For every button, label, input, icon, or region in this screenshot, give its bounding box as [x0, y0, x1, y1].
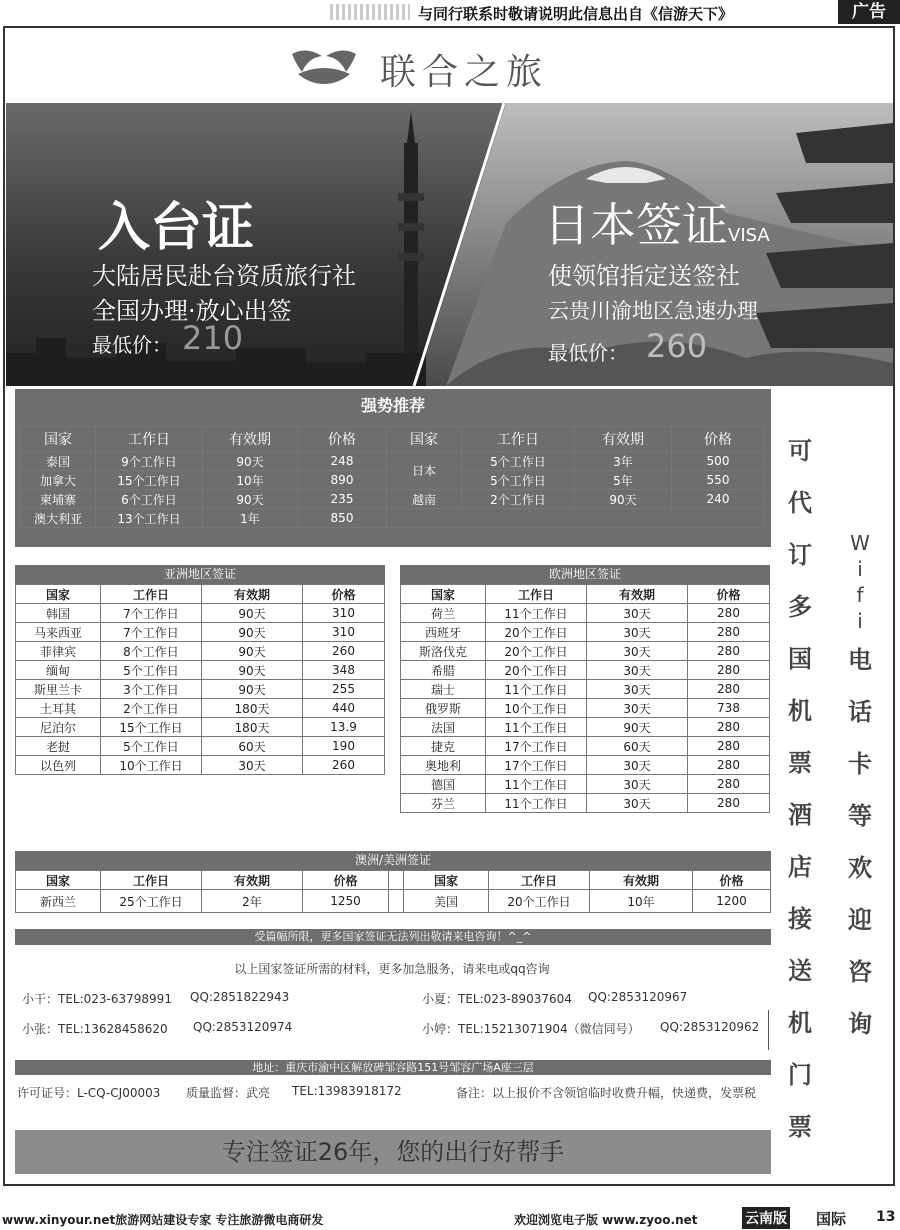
table-cell: 20个工作日: [489, 890, 590, 913]
asia-title: 亚洲地区签证: [15, 565, 385, 584]
edition-tag: 云南版: [742, 1207, 790, 1229]
table-cell: 韩国: [16, 604, 101, 623]
side-char: 代: [788, 489, 812, 517]
brand-name: 联合之旅: [380, 52, 549, 93]
table-row: [16, 661, 385, 680]
japan-visa-title-text: 日本签证: [544, 198, 728, 252]
table-row: [401, 699, 770, 718]
side-char: 咨: [848, 958, 872, 986]
table-cell: 255: [303, 680, 385, 699]
table-cell: 5个工作日: [101, 661, 202, 680]
side-char: 国: [788, 645, 812, 673]
oceania-table: [15, 870, 771, 913]
table-cell: 11个工作日: [486, 775, 587, 794]
header-cell: 工作日: [101, 585, 202, 604]
japan-line-1: 使领馆指定送签社: [548, 262, 740, 290]
side-char: 店: [788, 853, 812, 881]
table-cell: 440: [303, 699, 385, 718]
table-cell: 20个工作日: [486, 623, 587, 642]
header-cell: 价格: [303, 871, 389, 890]
japan-line-2: 云贵川渝地区急速办理: [548, 299, 758, 323]
header-cell: 国家: [21, 427, 96, 452]
table-cell: 加拿大: [21, 471, 96, 490]
table-row: [401, 661, 770, 680]
side-char: 欢: [848, 854, 872, 882]
table-cell: 泰国: [21, 452, 96, 471]
table-cell: 248: [298, 452, 387, 471]
table-cell: 荷兰: [401, 604, 486, 623]
top-strip: [0, 0, 900, 24]
table-cell: 5个工作日: [462, 471, 575, 490]
table-cell: 1年: [203, 509, 298, 528]
table-cell: 60天: [587, 737, 688, 756]
side-char: 酒: [788, 801, 812, 829]
table-cell: 90天: [202, 604, 303, 623]
table-row: [401, 794, 770, 813]
header-cell: 工作日: [96, 427, 203, 452]
table-cell: 30天: [587, 661, 688, 680]
table-cell: 17个工作日: [486, 756, 587, 775]
table-cell: 老挝: [16, 737, 101, 756]
ad-tag: 广告: [838, 0, 900, 24]
side-char: 门: [788, 1061, 812, 1089]
table-cell: 890: [298, 471, 387, 490]
table-row: [16, 699, 385, 718]
table-cell: 西班牙: [401, 623, 486, 642]
table-cell: 10年: [590, 890, 693, 913]
table-row: [16, 890, 771, 913]
taiwan-price-label: 最低价：: [92, 333, 172, 357]
table-row: [16, 680, 385, 699]
japan-visa-suffix: VISA: [728, 225, 770, 246]
side-char: 迎: [848, 906, 872, 934]
table-row: [16, 623, 385, 642]
contact-3-qq: QQ:2853120974: [193, 1020, 293, 1034]
table-cell: 15个工作日: [101, 718, 202, 737]
table-cell: 30天: [587, 756, 688, 775]
table-cell: 斯里兰卡: [16, 680, 101, 699]
table-cell: 13个工作日: [96, 509, 203, 528]
header-cell: 价格: [303, 585, 385, 604]
table-cell: 6个工作日: [96, 490, 203, 509]
table-cell: 2个工作日: [101, 699, 202, 718]
table-cell: 日本: [387, 452, 462, 490]
table-cell: 20个工作日: [486, 661, 587, 680]
table-cell: 348: [303, 661, 385, 680]
table-cell: 30天: [587, 642, 688, 661]
table-cell: 3个工作日: [101, 680, 202, 699]
side-column-wifi: [840, 530, 888, 1050]
side-char: 票: [788, 1113, 812, 1141]
contact-3-tel: 小张：TEL:13628458620: [22, 1022, 168, 1036]
side-char: f: [856, 583, 864, 607]
table-cell: 5个工作日: [462, 452, 575, 471]
slogan-text: 专注签证26年，您的出行好帮手: [221, 1138, 565, 1166]
table-cell: 11个工作日: [486, 604, 587, 623]
table-cell-empty: [387, 509, 765, 528]
table-cell: 20个工作日: [486, 642, 587, 661]
footer-left-text: www.xinyour.net旅游网站建设专家 专注旅游微电商研发: [2, 1213, 324, 1227]
side-char: 可: [788, 437, 812, 465]
header-cell: 国家: [16, 871, 101, 890]
table-cell: 180天: [202, 718, 303, 737]
table-cell: 土耳其: [16, 699, 101, 718]
slogan-bar: [15, 1130, 771, 1174]
table-cell: 芬兰: [401, 794, 486, 813]
table-cell: 30天: [587, 680, 688, 699]
table-cell: 以色列: [16, 756, 101, 775]
header-cell: 价格: [672, 427, 765, 452]
table-cell: 7个工作日: [101, 604, 202, 623]
table-cell: 30天: [587, 794, 688, 813]
table-cell: 11个工作日: [486, 794, 587, 813]
featured-title: 强势推荐: [360, 396, 425, 415]
side-char: 机: [788, 1009, 812, 1037]
table-cell: 30天: [587, 604, 688, 623]
price-remark: 备注：以上报价不含领馆临时收费升幅，快递费，发票税: [456, 1086, 757, 1100]
side-char: 询: [848, 1010, 872, 1038]
side-char: i: [857, 609, 863, 633]
table-row: [16, 737, 385, 756]
table-row: [16, 642, 385, 661]
table-header-row: [16, 871, 771, 890]
table-cell: 90天: [203, 452, 298, 471]
table-cell: 菲律宾: [16, 642, 101, 661]
header-cell: 有效期: [575, 427, 672, 452]
table-cell: 斯洛伐克: [401, 642, 486, 661]
table-cell: 2年: [202, 890, 303, 913]
table-cell: 9个工作日: [96, 452, 203, 471]
quality-supervisor: 质量监督：武亮: [186, 1086, 271, 1100]
table-cell: 260: [303, 756, 385, 775]
table-row: [401, 775, 770, 794]
table-row: [16, 604, 385, 623]
header-cell: 有效期: [203, 427, 298, 452]
table-cell: 捷克: [401, 737, 486, 756]
header-cell: 有效期: [590, 871, 693, 890]
table-cell: 5个工作日: [101, 737, 202, 756]
table-cell: 90天: [587, 718, 688, 737]
contact-1-tel: 小干：TEL:023-63798991: [22, 992, 172, 1006]
table-cell: 90天: [202, 623, 303, 642]
header-cell: 价格: [298, 427, 387, 452]
table-row: [401, 737, 770, 756]
divider-line: [768, 1010, 769, 1050]
table-cell: 1250: [303, 890, 389, 913]
table-cell: 280: [688, 718, 770, 737]
table-cell: 13.9: [303, 718, 385, 737]
side-char: 电: [848, 646, 872, 674]
table-row: [401, 680, 770, 699]
table-cell: 11个工作日: [486, 718, 587, 737]
table-header-row: [401, 585, 770, 604]
table-cell: 280: [688, 775, 770, 794]
table-cell: 10个工作日: [486, 699, 587, 718]
table-header-row: [16, 585, 385, 604]
table-cell: 280: [688, 680, 770, 699]
spacer-cell: [389, 890, 404, 913]
supervisor-tel: TEL:13983918172: [292, 1084, 402, 1098]
table-cell: 550: [672, 471, 765, 490]
taiwan-permit-title: 入台证: [98, 198, 255, 258]
table-cell: 15个工作日: [96, 471, 203, 490]
table-cell: 希腊: [401, 661, 486, 680]
contact-1-qq: QQ:2851822943: [190, 990, 290, 1004]
table-cell: 1200: [693, 890, 771, 913]
table-row: [401, 604, 770, 623]
logo-header: [0, 30, 900, 102]
table-row: [401, 642, 770, 661]
side-char: 票: [788, 749, 812, 777]
table-cell: 美国: [404, 890, 489, 913]
materials-note: 以上国家签证所需的材料，更多加急服务，请来电或qq咨询: [234, 962, 550, 976]
table-cell: 德国: [401, 775, 486, 794]
table-row: [401, 756, 770, 775]
table-cell: 90天: [575, 490, 672, 509]
table-cell: 310: [303, 623, 385, 642]
table-cell: 90天: [202, 642, 303, 661]
table-cell: 280: [688, 623, 770, 642]
spacer-cell: [389, 871, 404, 890]
table-cell: 280: [688, 642, 770, 661]
japan-visa-title: [544, 189, 770, 255]
table-cell: 尼泊尔: [16, 718, 101, 737]
header-cell: 有效期: [587, 585, 688, 604]
table-row: [401, 623, 770, 642]
license-number: 许可证号：L-CQ-CJ00003: [17, 1086, 161, 1100]
table-header-row: [21, 427, 765, 452]
japan-price-label: 最低价：: [548, 341, 628, 365]
contact-2-tel: 小夏：TEL:023-89037604: [422, 992, 572, 1006]
limited-notice: 受篇幅所限，更多国家签证无法列出敬请来电咨询！^_^: [15, 929, 771, 945]
table-cell: 280: [688, 756, 770, 775]
side-char: i: [857, 557, 863, 581]
header-cell: 价格: [693, 871, 771, 890]
header-cell: 国家: [16, 585, 101, 604]
table-cell: 3年: [575, 452, 672, 471]
header-cell: 工作日: [462, 427, 575, 452]
table-cell: 280: [688, 661, 770, 680]
side-char: 卡: [848, 750, 872, 778]
section-label: 国际: [816, 1210, 847, 1228]
table-cell: 500: [672, 452, 765, 471]
header-cell: 工作日: [101, 871, 202, 890]
table-cell: 缅甸: [16, 661, 101, 680]
footer-right-text: 欢迎浏览电子版 www.zyoo.net: [514, 1213, 698, 1227]
side-char: 话: [848, 698, 872, 726]
table-cell: 90天: [202, 680, 303, 699]
table-cell: 260: [303, 642, 385, 661]
table-cell: 30天: [587, 699, 688, 718]
address-bar: 地址：重庆市渝中区解放碑邹容路151号邹容广场A座三层: [15, 1060, 771, 1075]
page-number: 13: [876, 1209, 896, 1225]
table-row: [21, 509, 765, 528]
featured-table: [20, 426, 765, 528]
japan-price: 260: [646, 327, 708, 365]
side-char: 机: [788, 697, 812, 725]
table-row: [21, 490, 765, 509]
table-cell: 柬埔寨: [21, 490, 96, 509]
side-char: 订: [788, 541, 812, 569]
table-cell: 8个工作日: [101, 642, 202, 661]
taiwan-price: 210: [182, 319, 244, 357]
hero-banner: [6, 103, 893, 386]
header-cell: 工作日: [486, 585, 587, 604]
taiwan-line-2: 全国办理·放心出签: [92, 297, 292, 325]
table-cell: 30天: [587, 775, 688, 794]
table-cell: 235: [298, 490, 387, 509]
table-cell: 2个工作日: [462, 490, 575, 509]
header-cell: 国家: [404, 871, 489, 890]
header-cell: 国家: [387, 427, 462, 452]
table-row: [21, 452, 765, 471]
table-cell: 90天: [202, 661, 303, 680]
side-char: 送: [788, 957, 812, 985]
table-cell: 310: [303, 604, 385, 623]
table-cell: 新西兰: [16, 890, 101, 913]
table-cell: 10年: [203, 471, 298, 490]
side-column-services: [780, 425, 828, 1153]
contact-4-tel: 小婷：TEL:15213071904（微信同号）: [422, 1022, 640, 1036]
table-cell: 180天: [202, 699, 303, 718]
contact-2-qq: QQ:2853120967: [588, 990, 688, 1004]
table-row: [16, 718, 385, 737]
header-cell: 工作日: [489, 871, 590, 890]
table-cell: 俄罗斯: [401, 699, 486, 718]
asia-table: [15, 584, 385, 775]
table-cell: 澳大利亚: [21, 509, 96, 528]
table-cell: 30天: [202, 756, 303, 775]
side-char: 接: [788, 905, 812, 933]
table-row: [401, 718, 770, 737]
europe-title: 欧洲地区签证: [400, 565, 770, 584]
table-cell: 850: [298, 509, 387, 528]
source-notice: 与同行联系时敬请说明此信息出自《信游天下》: [418, 5, 734, 23]
taiwan-line-1: 大陆居民赴台资质旅行社: [92, 262, 356, 290]
table-cell: 5年: [575, 471, 672, 490]
table-cell: 奥地利: [401, 756, 486, 775]
table-cell: 25个工作日: [101, 890, 202, 913]
header-cell: 价格: [688, 585, 770, 604]
table-cell: 240: [672, 490, 765, 509]
table-cell: 10个工作日: [101, 756, 202, 775]
table-cell: 瑞士: [401, 680, 486, 699]
table-cell: 280: [688, 794, 770, 813]
table-cell: 11个工作日: [486, 680, 587, 699]
header-cell: 有效期: [202, 585, 303, 604]
page-footer: [0, 1205, 900, 1230]
table-cell: 马来西亚: [16, 623, 101, 642]
table-cell: 法国: [401, 718, 486, 737]
table-cell: 60天: [202, 737, 303, 756]
table-cell: 738: [688, 699, 770, 718]
header-cell: 国家: [401, 585, 486, 604]
header-cell: 有效期: [202, 871, 303, 890]
side-char: 等: [848, 802, 872, 830]
dotted-decoration: [330, 4, 410, 20]
table-cell: 280: [688, 737, 770, 756]
table-cell: 越南: [387, 490, 462, 509]
table-cell: 30天: [587, 623, 688, 642]
table-cell: 190: [303, 737, 385, 756]
table-cell: 280: [688, 604, 770, 623]
side-char: 多: [788, 593, 812, 621]
oceania-title: 澳洲/美洲签证: [15, 851, 771, 870]
table-row: [16, 756, 385, 775]
contact-4-qq: QQ:2853120962: [660, 1020, 760, 1034]
table-cell: 7个工作日: [101, 623, 202, 642]
logo-icon: [288, 44, 360, 88]
europe-table: [400, 584, 770, 813]
side-char: W: [850, 531, 870, 555]
table-cell: 90天: [203, 490, 298, 509]
table-cell: 17个工作日: [486, 737, 587, 756]
